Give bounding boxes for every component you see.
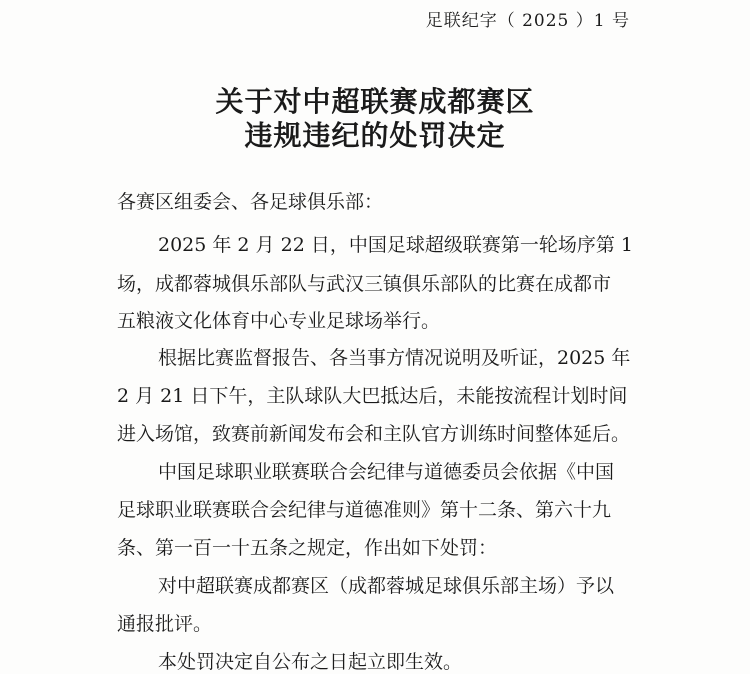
paragraph-3-line-3: 条、第一百一十五条之规定，作出如下处罚： [117, 537, 498, 559]
paragraph-2-line-3: 进入场馆，致赛前新闻发布会和主队官方训练时间整体延后。 [117, 423, 631, 445]
document-title-line-2: 违规违纪的处罚决定 [244, 119, 506, 152]
document-title-line-1: 关于对中超联赛成都赛区 [215, 85, 535, 118]
paragraph-2-line-2: 2 月 21 日下午，主队球队大巴抵达后，未能按流程计划时间 [117, 385, 628, 407]
paragraph-3-line-1: 中国足球职业联赛联合会纪律与道德委员会依据《中国 [158, 461, 615, 483]
paragraph-1-line-3: 五粮液文化体育中心专业足球场举行。 [117, 310, 441, 332]
document-number: 足联纪字（ 2025 ）1 号 [425, 11, 630, 31]
addressee: 各赛区组委会、各足球俱乐部： [117, 191, 384, 213]
paragraph-1-line-2: 场，成都蓉城俱乐部队与武汉三镇俱乐部队的比赛在成都市 [117, 273, 612, 295]
paragraph-4-line-2: 通报批评。 [117, 613, 213, 635]
paragraph-5-line-1: 本处罚决定自公布之日起立即生效。 [158, 651, 463, 673]
paragraph-4-line-1: 对中超联赛成都赛区（成都蓉城足球俱乐部主场）予以 [158, 575, 615, 597]
paragraph-2-line-1: 根据比赛监督报告、各当事方情况说明及听证，2025 年 [158, 347, 631, 369]
paragraph-1-line-1: 2025 年 2 月 22 日，中国足球超级联赛第一轮场序第 1 [158, 234, 633, 256]
paragraph-3-line-2: 足球职业联赛联合会纪律与道德准则》第十二条、第六十九 [117, 499, 612, 521]
